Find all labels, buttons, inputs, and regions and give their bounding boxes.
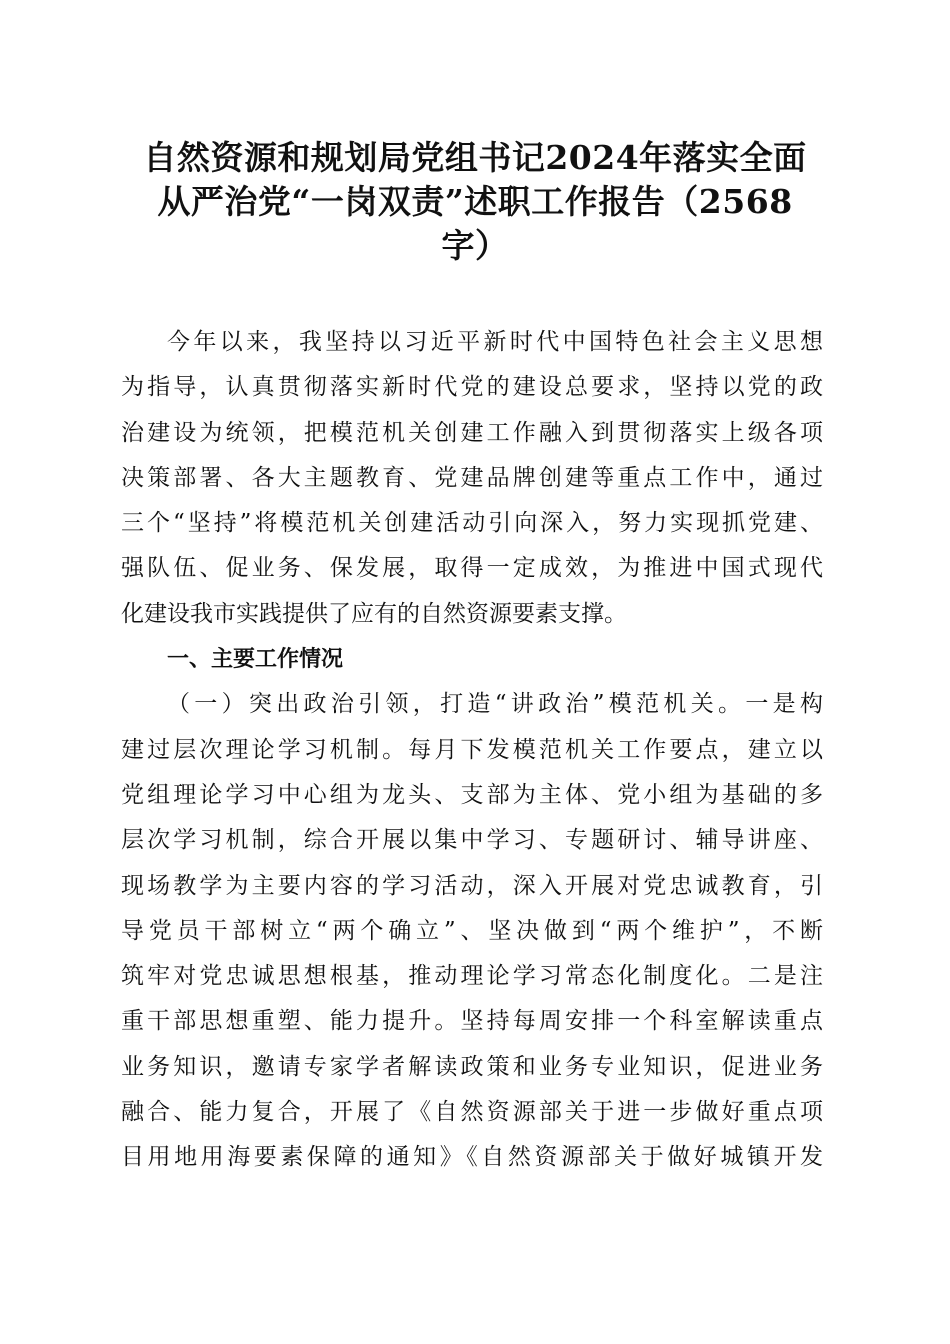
- paragraph-line: 治建设为统领，把模范机关创建工作融入到贯彻落实上级各项: [121, 419, 823, 446]
- paragraph-line: 融合、能力复合，开展了《自然资源部关于进一步做好重点项: [121, 1099, 823, 1126]
- paragraph-line: 目用地用海要素保障的通知》《自然资源部关于做好城镇开发: [121, 1144, 823, 1171]
- paragraph-line: 业务知识，邀请专家学者解读政策和业务专业知识，促进业务: [121, 1053, 823, 1080]
- paragraph-line: 化建设我市实践提供了应有的自然资源要素支撑。: [121, 600, 627, 627]
- paragraph-line: 现场教学为主要内容的学习活动，深入开展对党忠诚教育，引: [121, 872, 823, 899]
- paragraph-line: 强队伍、促业务、保发展，取得一定成效，为推进中国式现代: [121, 555, 823, 582]
- paragraph-line: 为指导，认真贯彻落实新时代党的建设总要求，坚持以党的政: [121, 374, 823, 401]
- title-line: 字）: [441, 226, 509, 265]
- paragraph-line: （一）突出政治引领，打造“讲政治”模范机关。一是构: [167, 691, 823, 718]
- section-heading: 一、主要工作情况: [167, 647, 344, 673]
- title-line: 从严治党“一岗双责”述职工作报告（2568: [157, 182, 793, 221]
- document-title: [120, 136, 830, 268]
- title-line: 自然资源和规划局党组书记2024年落实全面: [143, 138, 807, 177]
- paragraph-line: 筑牢对党忠诚思想根基，推动理论学习常态化制度化。二是注: [121, 963, 823, 990]
- paragraph-line: 重干部思想重塑、能力提升。坚持每周安排一个科室解读重点: [121, 1008, 823, 1035]
- paragraph-line: 党组理论学习中心组为龙头、支部为主体、党小组为基础的多: [121, 781, 823, 808]
- paragraph-line: 三个“坚持”将模范机关创建活动引向深入，努力实现抓党建、: [121, 510, 823, 537]
- document-body: [121, 320, 823, 1181]
- paragraph-line: 层次学习机制，综合开展以集中学习、专题研讨、辅导讲座、: [121, 827, 823, 854]
- paragraph-line: 今年以来，我坚持以习近平新时代中国特色社会主义思想: [167, 329, 823, 355]
- paragraph-line: 决策部署、各大主题教育、党建品牌创建等重点工作中，通过: [121, 464, 823, 491]
- paragraph-line: 导党员干部树立“两个确立”、坚决做到“两个维护”，不断: [121, 917, 823, 944]
- paragraph-line: 建过层次理论学习机制。每月下发模范机关工作要点，建立以: [121, 736, 823, 763]
